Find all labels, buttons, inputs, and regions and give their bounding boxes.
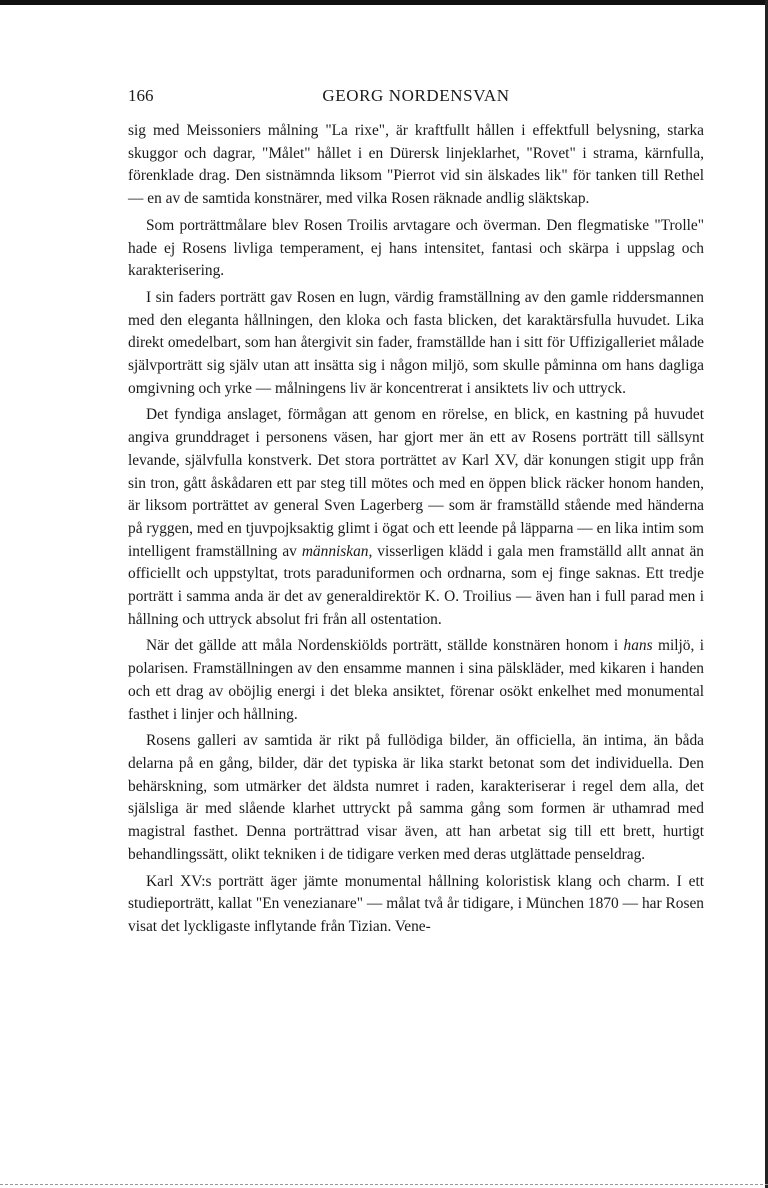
paragraph-text-continued: visserligen klädd i gala men framställd allt annat än officiellt och uppstyltat, trots paraduniformen och ordnarna, som ej finge saknas. Ett tredje porträtt i samma anda är det av generaldirektör K. O. Troilius — även han i full parad men i hållning och uttryck absolut fri från all ostentation. (128, 542, 704, 628)
paragraph-1 (128, 120, 704, 211)
paragraph-text: sig med Meissoniers målning "La rixe", är kraftfullt hållen i effektfull belysning, starka skuggor och dagrar, "Målet" hållet i en Dürersk linjeklarhet, "Rovet" i strama, kärnfulla, förenklade drag. Den sistnämnda liksom "Pierrot vid sin älskades lik" för tanken till Rethel — en av de samtida konstnärer, med vilka Rosen räknade andlig släktskap. (128, 122, 704, 208)
top-border (0, 0, 768, 5)
emphasis-text: hans (623, 637, 653, 655)
paragraph-5 (128, 635, 704, 726)
paragraph-text: Rosens galleri av samtida är rikt på fullödiga bilder, än officiella, än intima, än båda delarna på en gång, bilder, där det typiska är lika starkt betonat som det individuella. Den behärskning, som utmärker det äldsta numret i raden, karakteriserar i regel dem alla, det själsliga är med slående klarhet uttryckt på samma gång som formen är uthamrad med magistral fasthet. Denna porträttrad visar även, att han arbetat sig till ett brett, hurtigt behandlingssätt, olikt tekniken i de tidigare verken med deras utglättade penseldrag. (128, 732, 704, 863)
paragraph-text: Det fyndiga anslaget, förmågan att genom en rörelse, en blick, en kastning på huvudet angiva grunddraget i personens väsen, har gjort mer än ett av Rosens porträtt till sällsynt levande, självfulla konstverk. Det stora porträttet av Karl XV, där konungen stigit upp från sin tron, gått åskådaren ett par steg till mötes och med en öppen blick räcker honom handen, är liksom porträttet av general Sven Lagerberg — som är framställd stående med händerna på ryggen, med en tjuvpojksaktig glimt i ögat och ett leende på läpparna — en lika intim som intelligent framställning av (128, 406, 704, 560)
paragraph-3 (128, 287, 704, 401)
bottom-border (0, 1184, 768, 1186)
paragraph-text-continued: miljö, i polarisen. Framställningen av den ensamme mannen i sina pälskläder, med kikaren i handen och ett drag av oböjlig energi i det bleka ansiktet, förenar osökt enkelhet med monumental fasthet i linjer och hållning. (128, 637, 704, 723)
paragraph-6 (128, 730, 704, 866)
page-number: 166 (128, 86, 154, 105)
paragraph-7 (128, 871, 704, 939)
emphasis-text: människan, (301, 542, 373, 560)
paragraph-4 (128, 404, 704, 631)
paragraph-2 (128, 215, 704, 283)
paragraph-text: När det gällde att måla Nordenskiölds porträtt, ställde konstnären honom i (146, 637, 619, 655)
page-header (128, 86, 704, 110)
paragraph-text: Karl XV:s porträtt äger jämte monumental hållning koloristisk klang och charm. I ett studieporträtt, kallat "En venezianare" — målat två år tidigare, i München 1870 — har Rosen visat det lyckligaste inflytande från Tizian. Vene- (128, 872, 704, 935)
paragraph-text: Som porträttmålare blev Rosen Troilis arvtagare och överman. Den flegmatiske "Trolle" hade ej Rosens livliga temperament, ej hans intensitet, fantasi och skärpa i uppslag och karakterisering. (128, 216, 704, 280)
body-text (128, 120, 704, 943)
paragraph-text: I sin faders porträtt gav Rosen en lugn, värdig framställning av den gamle riddersmannen med den eleganta hållningen, den kloka och fasta blicken, det karaktärsfulla huvudet. Lika direkt omedelbart, som han återgivit sin fader, framställde han i sitt för Uffizigalleriet målade självporträtt sig själv utan att insätta sig i någon miljö, som skulle påminna om hans dagliga omgivning och yrke — målningens liv är koncentrerat i ansiktets liv och uttryck. (128, 288, 704, 397)
running-title: GEORG NORDENSVAN (322, 86, 510, 105)
